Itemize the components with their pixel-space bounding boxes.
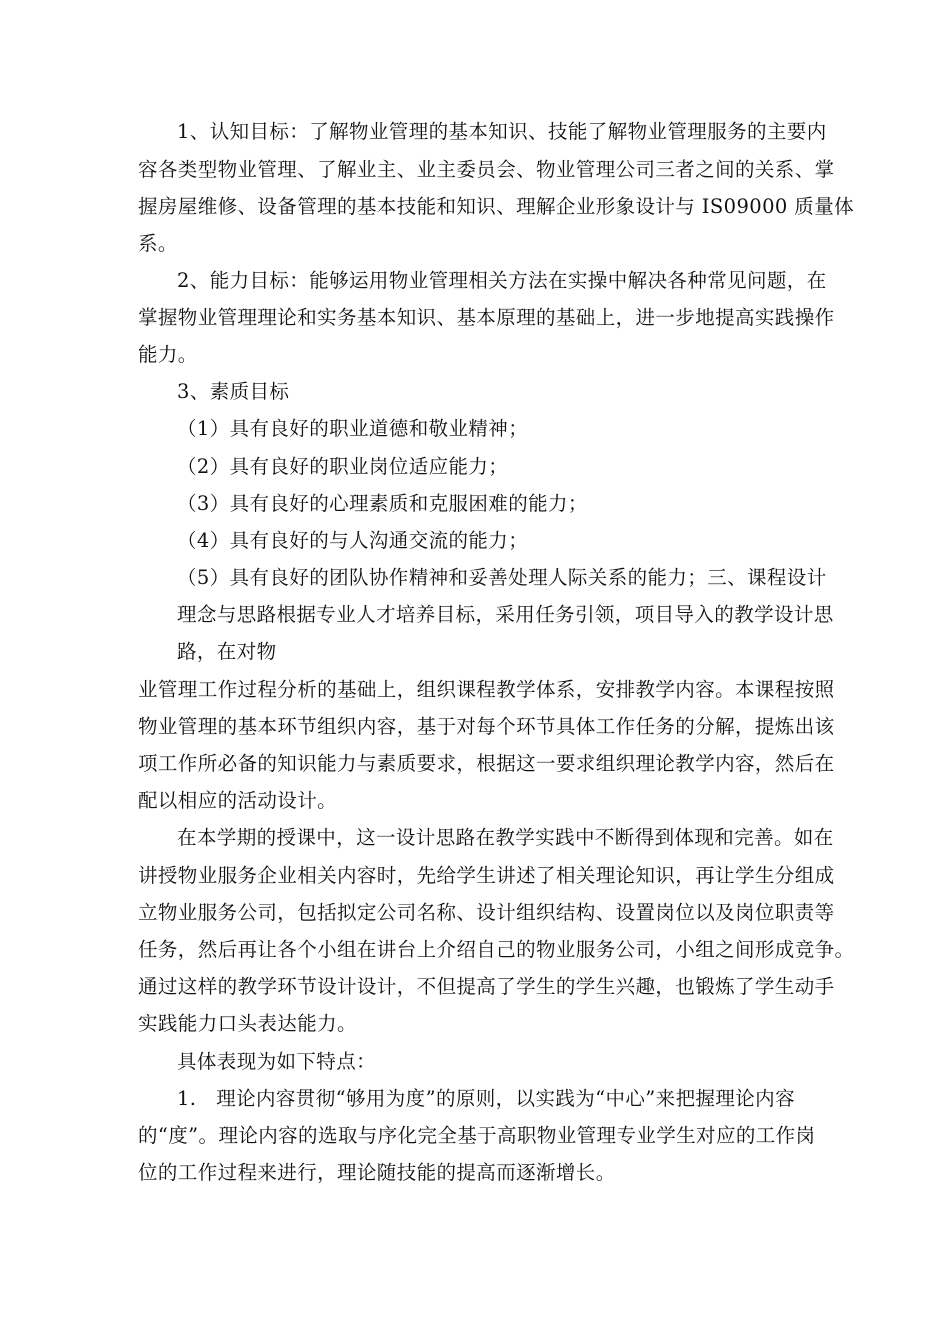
text-line: 握房屋维修、设备管理的基本技能和知识、理解企业形象设计与 IS09000 质量体 xyxy=(138,195,854,218)
text-line: 实践能力口头表达能力。 xyxy=(138,1012,357,1035)
text-line: 路，在对物 xyxy=(177,640,277,663)
text-line: 物业管理的基本环节组织内容，基于对每个环节具体工作任务的分解，提炼出该 xyxy=(138,715,835,738)
text-line: 的“度”。理论内容的选取与序化完全基于高职物业管理专业学生对应的工作岗 xyxy=(138,1124,816,1147)
text-line: 系。 xyxy=(138,232,178,255)
text-line: 任务，然后再让各个小组在讲台上介绍自己的物业服务公司，小组之间形成竞争。 xyxy=(138,938,855,961)
text-line: 容各类型物业管理、了解业主、业主委员会、物业管理公司三者之间的关系、掌 xyxy=(138,158,835,181)
text-line: 1、认知目标：了解物业管理的基本知识、技能了解物业管理服务的主要内 xyxy=(177,120,827,143)
text-line: 能力。 xyxy=(138,343,198,366)
text-line: 项工作所必备的知识能力与素质要求，根据这一要求组织理论教学内容，然后在 xyxy=(138,752,835,775)
text-line: 立物业服务公司，包括拟定公司名称、设计组织结构、设置岗位以及岗位职责等 xyxy=(138,901,835,924)
text-line: 配以相应的活动设计。 xyxy=(138,789,338,812)
text-line: （5）具有良好的团队协作精神和妥善处理人际关系的能力；三、课程设计 xyxy=(177,566,827,589)
text-line: （1）具有良好的职业道德和敬业精神； xyxy=(177,417,529,440)
text-line: 通过这样的教学环节设计设计，不但提高了学生的学生兴趣，也锻炼了学生动手 xyxy=(138,975,835,998)
text-line: 掌握物业管理理论和实务基本知识、基本原理的基础上，进一步地提高实践操作 xyxy=(138,306,835,329)
text-line: （4）具有良好的与人沟通交流的能力； xyxy=(177,529,529,552)
text-line: 理念与思路根据专业人才培养目标，采用任务引领，项目导入的教学设计思 xyxy=(177,603,834,626)
text-line: 具体表现为如下特点： xyxy=(177,1050,377,1073)
text-line: 1. 理论内容贯彻“够用为度”的原则，以实践为“中心”来把握理论内容 xyxy=(177,1087,795,1110)
text-line: 位的工作过程来进行，理论随技能的提高而逐渐增长。 xyxy=(138,1161,616,1184)
text-line: 在本学期的授课中，这一设计思路在教学实践中不断得到体现和完善。如在 xyxy=(177,826,834,849)
text-line: 讲授物业服务企业相关内容时，先给学生讲述了相关理论知识，再让学生分组成 xyxy=(138,864,835,887)
text-line: （3）具有良好的心理素质和克服困难的能力； xyxy=(177,492,588,515)
text-line: 业管理工作过程分析的基础上，组织课程教学体系，安排教学内容。本课程按照 xyxy=(138,678,835,701)
text-line: （2）具有良好的职业岗位适应能力； xyxy=(177,455,509,478)
text-line: 3、素质目标 xyxy=(177,380,290,403)
text-line: 2、能力目标：能够运用物业管理相关方法在实操中解决各种常见问题，在 xyxy=(177,269,827,292)
